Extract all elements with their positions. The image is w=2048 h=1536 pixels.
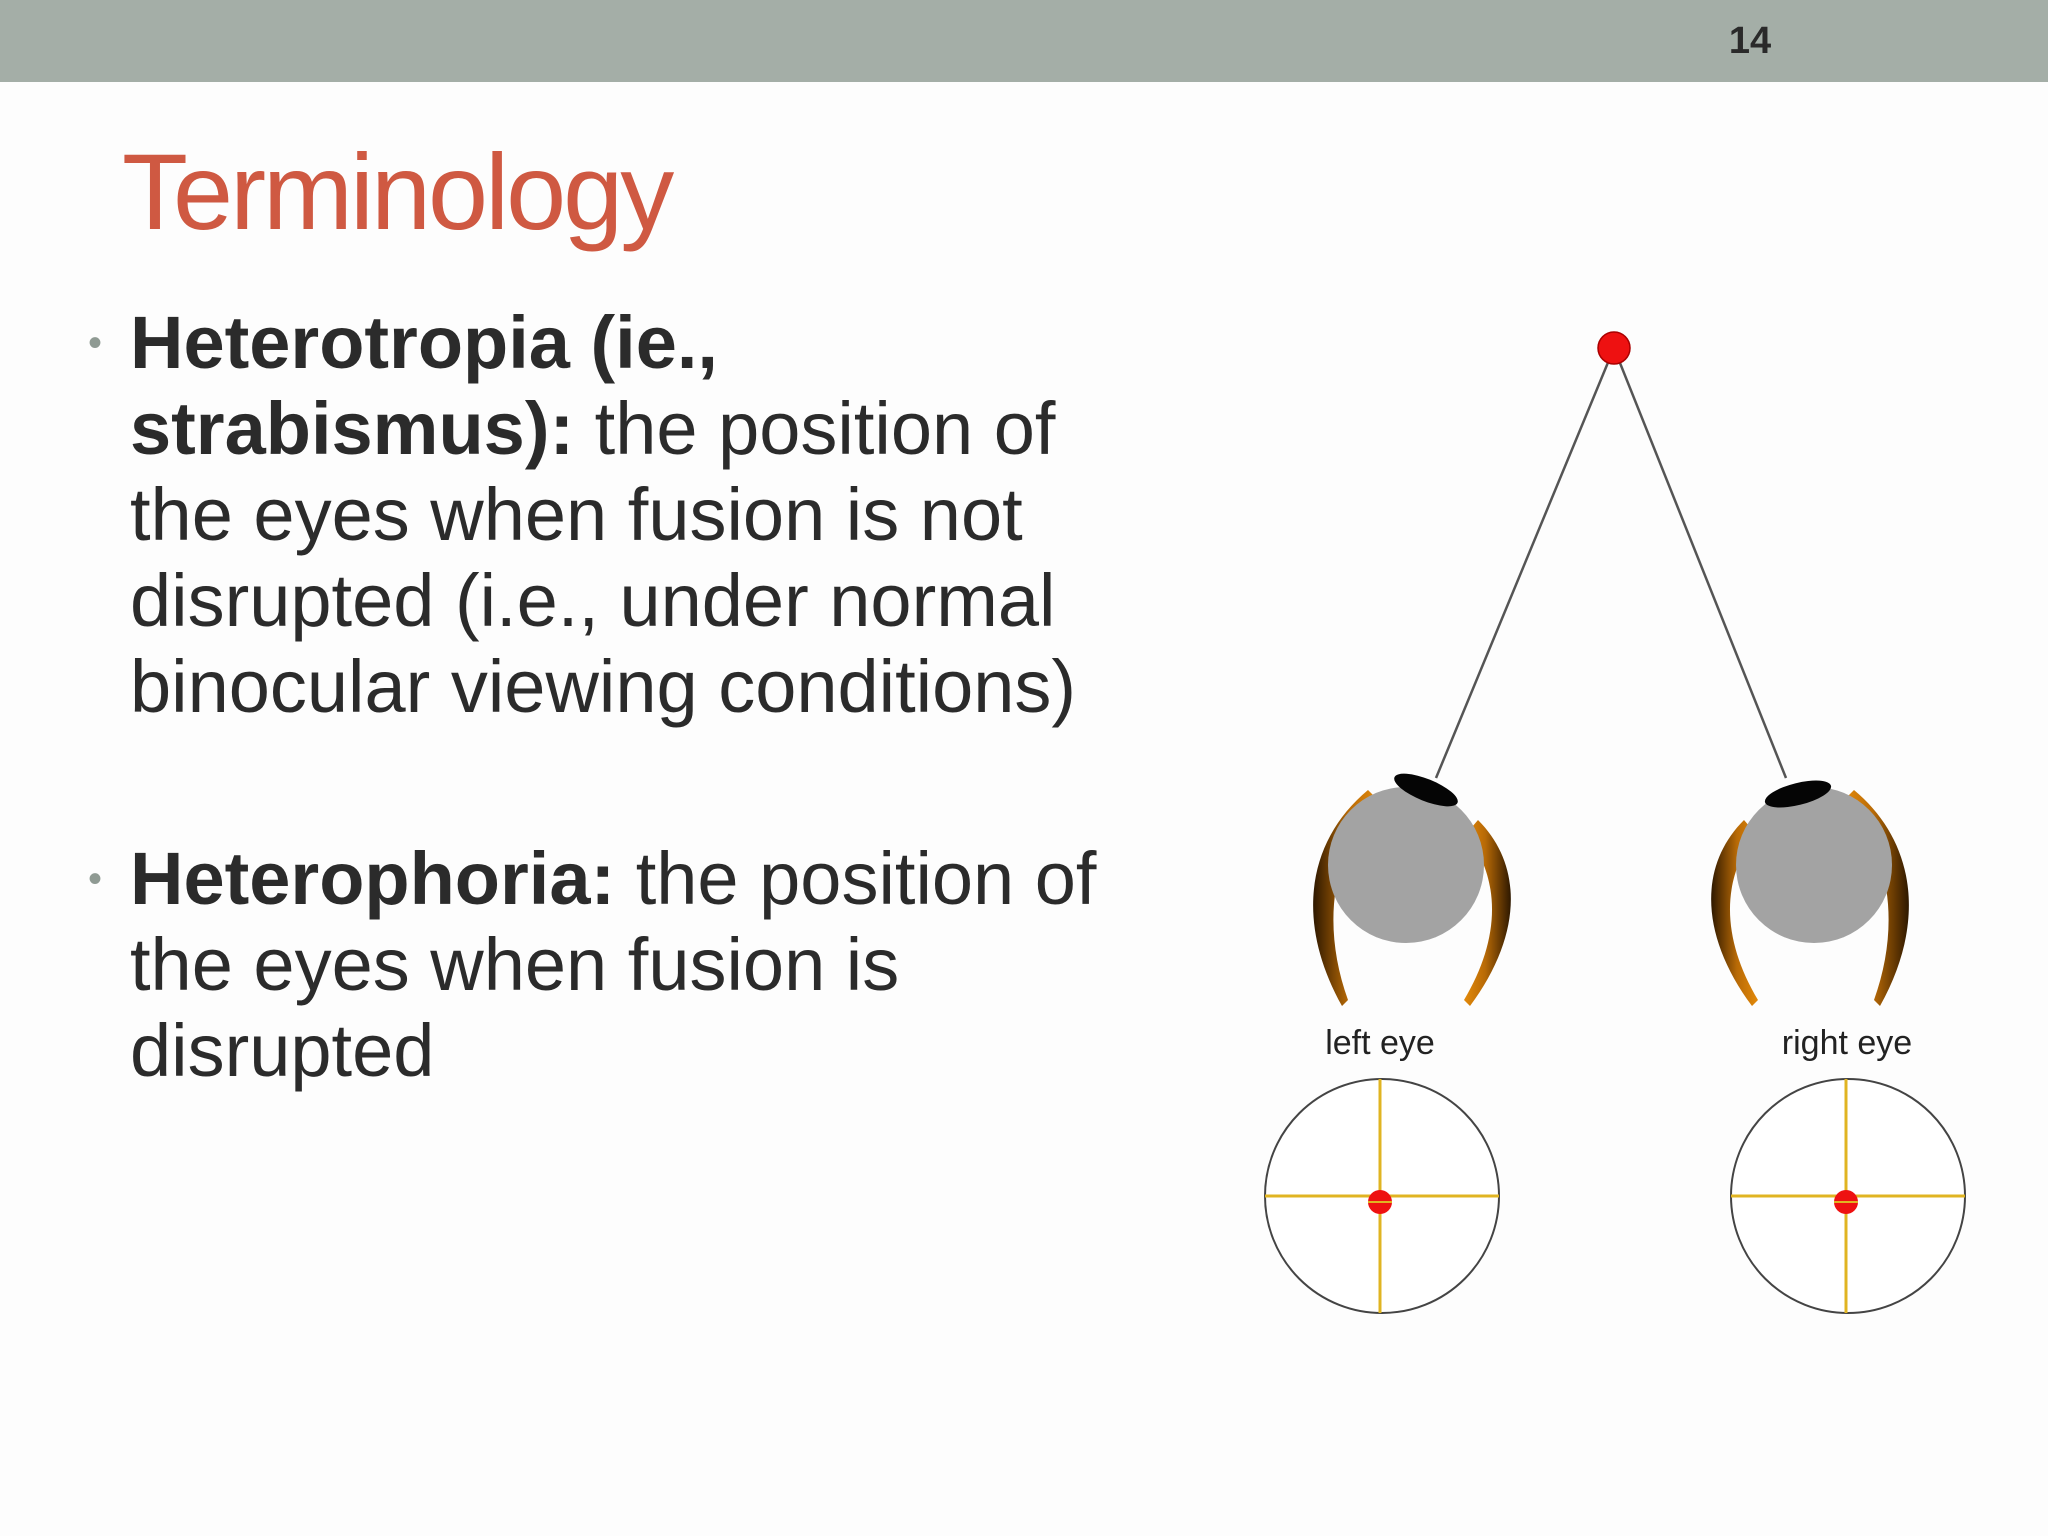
- definition-heterotropia: the position of the eyes when fusion is not disrupted (i.e., under normal binocular viewing conditions): [130, 387, 1077, 728]
- left-eye-fixation-chart: [1265, 1079, 1499, 1313]
- left-eye-label: left eye: [1325, 1024, 1435, 1062]
- left-eye-drawing: [1313, 767, 1511, 1006]
- bullet-heterophoria: [88, 836, 1108, 1094]
- bullet-list: [88, 300, 1108, 1094]
- definition-heterophoria: the position of the eyes when fusion is disrupted: [130, 837, 1097, 1092]
- bullet-heterotropia: [88, 300, 1108, 730]
- bullet-marker: •: [88, 321, 103, 365]
- right-eye-fixation-chart: [1731, 1079, 1965, 1313]
- slide-number: 14: [1728, 20, 1772, 62]
- right-eye-label: right eye: [1781, 1024, 1913, 1062]
- left-sight-line: [1436, 348, 1614, 778]
- left-eyeball: [1328, 787, 1484, 943]
- binocular-fixation-diagram: [1230, 300, 1990, 1330]
- right-eyeball: [1736, 787, 1892, 943]
- right-sight-line: [1614, 348, 1786, 778]
- slide-title: Terminology: [122, 131, 672, 252]
- term-heterotropia: Heterotropia (ie., strabismus):: [130, 301, 718, 470]
- right-eye-drawing: [1711, 775, 1909, 1006]
- fixation-target: [1598, 332, 1630, 364]
- header-bar: [0, 0, 2048, 82]
- term-heterophoria: Heterophoria:: [130, 837, 616, 920]
- bullet-marker: •: [88, 857, 103, 901]
